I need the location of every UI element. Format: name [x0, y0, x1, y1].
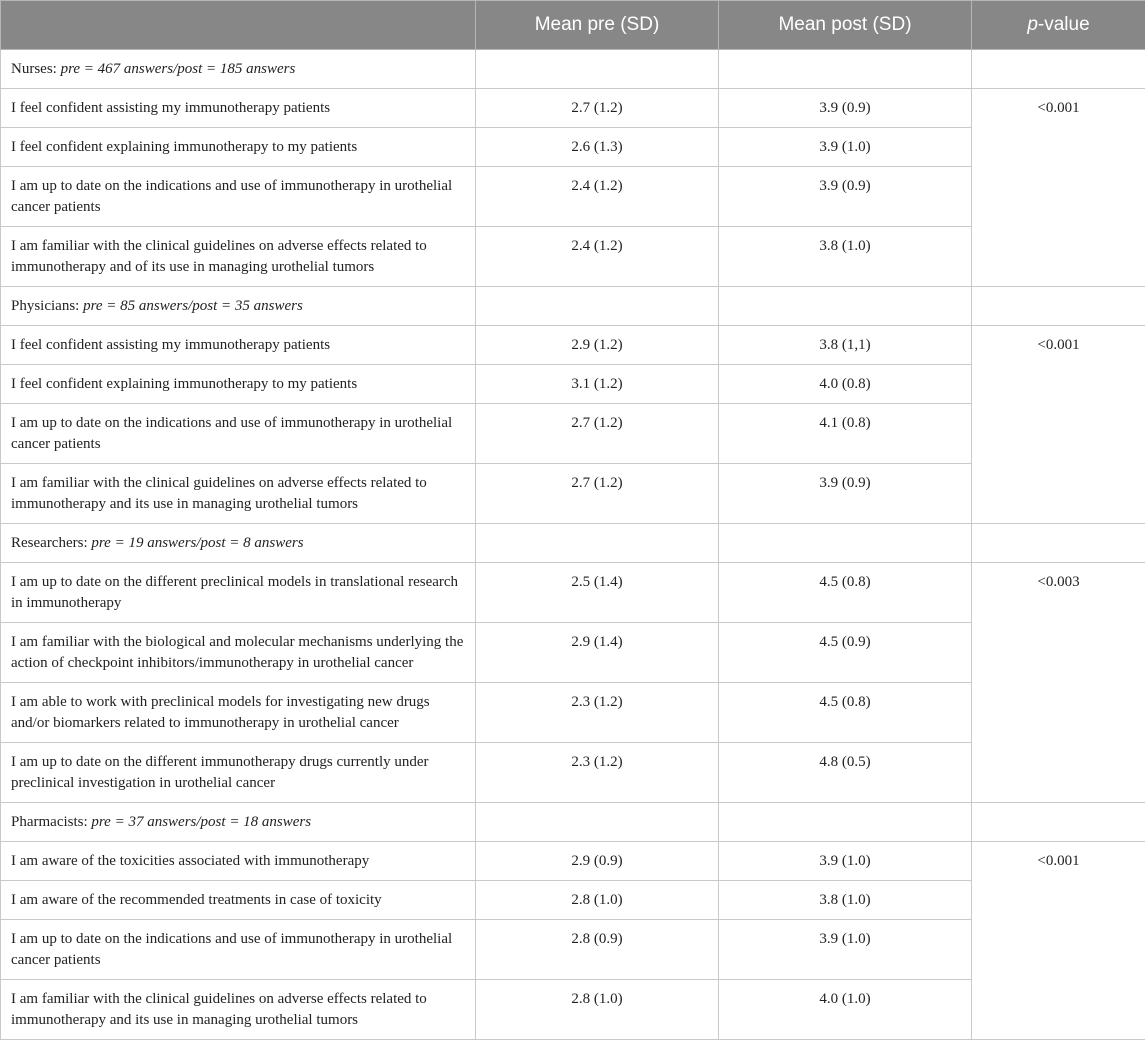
mean-pre-cell: 2.3 (1.2) — [476, 683, 719, 743]
header-statement — [1, 1, 476, 50]
mean-post-cell: 3.8 (1,1) — [719, 326, 972, 365]
mean-pre-cell: 2.4 (1.2) — [476, 167, 719, 227]
mean-pre-cell: 2.9 (1.4) — [476, 623, 719, 683]
mean-pre-cell: 2.7 (1.2) — [476, 404, 719, 464]
statement-cell: I am familiar with the clinical guidelines on adverse effects related to immunotherapy and its use in managing urothelial tumors — [1, 464, 476, 524]
table-row — [1, 89, 1145, 128]
empty-cell — [476, 50, 719, 89]
group-row-nurses — [1, 50, 1145, 89]
header-mean-pre: Mean pre (SD) — [476, 1, 719, 50]
group-name: Nurses: — [11, 61, 61, 77]
statement-cell: I am up to date on the indications and use of immunotherapy in urothelial cancer patients — [1, 920, 476, 980]
statement-cell: I am familiar with the clinical guidelines on adverse effects related to immunotherapy and of its use in managing urothelial tumors — [1, 227, 476, 287]
mean-post-cell: 3.9 (1.0) — [719, 842, 972, 881]
statement-cell: I feel confident assisting my immunotherapy patients — [1, 326, 476, 365]
group-label — [1, 50, 476, 89]
statement-cell: I am aware of the recommended treatments in case of toxicity — [1, 881, 476, 920]
mean-post-cell: 3.9 (1.0) — [719, 128, 972, 167]
mean-post-cell: 4.5 (0.8) — [719, 563, 972, 623]
group-name: Researchers: — [11, 535, 91, 551]
mean-post-cell: 3.9 (0.9) — [719, 167, 972, 227]
mean-pre-cell: 2.8 (1.0) — [476, 980, 719, 1040]
empty-cell — [972, 287, 1145, 326]
empty-cell — [476, 287, 719, 326]
mean-post-cell: 4.1 (0.8) — [719, 404, 972, 464]
group-counts: pre = 37 answers/post = 18 answers — [91, 814, 311, 830]
statement-cell: I feel confident assisting my immunotherapy patients — [1, 89, 476, 128]
mean-post-cell: 4.5 (0.8) — [719, 683, 972, 743]
table-row — [1, 563, 1145, 623]
mean-pre-cell: 2.7 (1.2) — [476, 464, 719, 524]
empty-cell — [476, 803, 719, 842]
empty-cell — [719, 524, 972, 563]
empty-cell — [476, 524, 719, 563]
empty-cell — [719, 803, 972, 842]
mean-pre-cell: 2.4 (1.2) — [476, 227, 719, 287]
mean-pre-cell: 2.8 (1.0) — [476, 881, 719, 920]
mean-pre-cell: 2.5 (1.4) — [476, 563, 719, 623]
statement-cell: I am able to work with preclinical models for investigating new drugs and/or biomarkers related to immunotherapy in urothelial cancer — [1, 683, 476, 743]
mean-pre-cell: 2.7 (1.2) — [476, 89, 719, 128]
mean-post-cell: 4.0 (1.0) — [719, 980, 972, 1040]
empty-cell — [972, 524, 1145, 563]
statement-cell: I am up to date on the different immunotherapy drugs currently under preclinical investigation in urothelial cancer — [1, 743, 476, 803]
mean-post-cell: 3.9 (1.0) — [719, 920, 972, 980]
mean-pre-cell: 2.3 (1.2) — [476, 743, 719, 803]
p-value-cell: <0.001 — [972, 842, 1145, 1040]
statement-cell: I am familiar with the biological and molecular mechanisms underlying the action of checkpoint inhibitors/immunotherapy in urothelial cancer — [1, 623, 476, 683]
header-p-suffix: -value — [1038, 14, 1090, 35]
statement-cell: I am familiar with the clinical guidelines on adverse effects related to immunotherapy and its use in managing urothelial tumors — [1, 980, 476, 1040]
mean-post-cell: 4.5 (0.9) — [719, 623, 972, 683]
mean-pre-cell: 2.8 (0.9) — [476, 920, 719, 980]
group-counts: pre = 85 answers/post = 35 answers — [83, 298, 303, 314]
p-value-cell: <0.001 — [972, 89, 1145, 287]
table-row — [1, 842, 1145, 881]
statement-cell: I am up to date on the indications and use of immunotherapy in urothelial cancer patients — [1, 404, 476, 464]
mean-post-cell: 3.9 (0.9) — [719, 464, 972, 524]
statement-cell: I am up to date on the different preclinical models in translational research in immunotherapy — [1, 563, 476, 623]
mean-post-cell: 3.8 (1.0) — [719, 881, 972, 920]
statement-cell: I feel confident explaining immunotherapy to my patients — [1, 365, 476, 404]
statement-cell: I am aware of the toxicities associated with immunotherapy — [1, 842, 476, 881]
mean-post-cell: 3.8 (1.0) — [719, 227, 972, 287]
group-label — [1, 803, 476, 842]
group-row-pharmacists — [1, 803, 1145, 842]
statement-cell: I am up to date on the indications and use of immunotherapy in urothelial cancer patients — [1, 167, 476, 227]
empty-cell — [972, 803, 1145, 842]
header-p-value — [972, 1, 1145, 50]
header-p-italic: p — [1027, 14, 1038, 35]
mean-post-cell: 3.9 (0.9) — [719, 89, 972, 128]
group-row-researchers — [1, 524, 1145, 563]
mean-pre-cell: 3.1 (1.2) — [476, 365, 719, 404]
header-row — [1, 1, 1145, 50]
mean-post-cell: 4.0 (0.8) — [719, 365, 972, 404]
group-name: Pharmacists: — [11, 814, 91, 830]
group-name: Physicians: — [11, 298, 83, 314]
mean-post-cell: 4.8 (0.5) — [719, 743, 972, 803]
statement-cell: I feel confident explaining immunotherapy to my patients — [1, 128, 476, 167]
empty-cell — [972, 50, 1145, 89]
group-counts: pre = 19 answers/post = 8 answers — [91, 535, 303, 551]
group-label — [1, 287, 476, 326]
header-mean-post: Mean post (SD) — [719, 1, 972, 50]
table-row — [1, 326, 1145, 365]
group-label — [1, 524, 476, 563]
p-value-cell: <0.001 — [972, 326, 1145, 524]
empty-cell — [719, 50, 972, 89]
group-counts: pre = 467 answers/post = 185 answers — [61, 61, 296, 77]
mean-pre-cell: 2.9 (1.2) — [476, 326, 719, 365]
empty-cell — [719, 287, 972, 326]
mean-pre-cell: 2.6 (1.3) — [476, 128, 719, 167]
mean-pre-cell: 2.9 (0.9) — [476, 842, 719, 881]
group-row-physicians — [1, 287, 1145, 326]
p-value-cell: <0.003 — [972, 563, 1145, 803]
